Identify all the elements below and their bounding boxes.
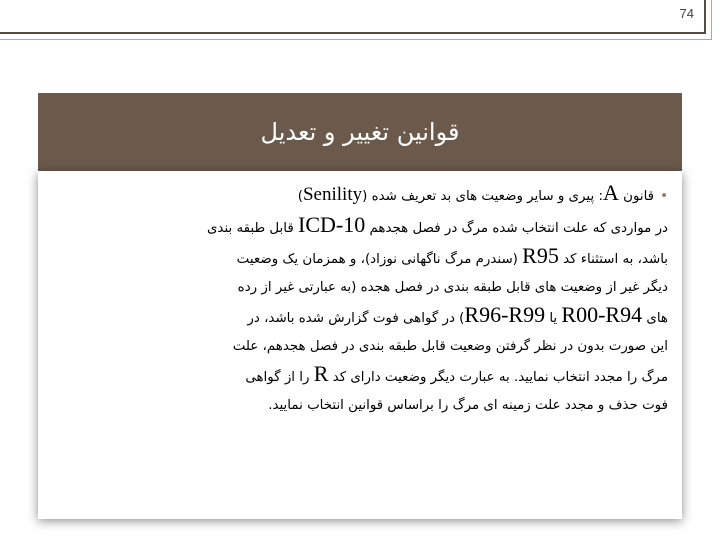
line-text: این صورت بدون در نظر گرفتن وضعیت قابل طبقه بندی در فصل هجدهم، علت (232, 338, 668, 354)
code-r96-r99: R96-R99 (464, 302, 546, 327)
line-text: های (642, 311, 668, 326)
line-text: قابل طبقه بندی (206, 220, 299, 236)
page-number: 74 (679, 6, 694, 21)
body-line-4 (52, 301, 668, 333)
bullet-label: قانون (623, 189, 655, 204)
bullet-heading (52, 179, 668, 211)
line-text: را از گواهی (245, 370, 314, 385)
body-line-3 (52, 274, 668, 302)
rule-paragraph (52, 179, 668, 419)
content-box (38, 171, 682, 519)
body-line-2 (52, 242, 668, 274)
bullet-term: Senility (302, 184, 363, 205)
rule-letter: A (602, 180, 619, 205)
line-text: باشد، به استثناء کد (558, 252, 668, 267)
line-text: یا (545, 311, 562, 326)
code-r00-r94: R00-R94 (561, 302, 643, 327)
code-r: R (313, 361, 329, 386)
bullet-icon: • (660, 189, 668, 204)
top-decorative-rule-dark (0, 0, 706, 34)
slide-title: قوانین تغییر و تعدیل (260, 118, 460, 146)
line-text: (سندرم مرگ ناگهانی نوزاد)، و همزمان یک وضعیت (236, 252, 523, 267)
bullet-close: ) (297, 189, 303, 204)
line-text: در مواردی که علت انتخاب شده مرگ در فصل هجدهم (365, 220, 668, 236)
bullet-text: : پیری و سایر وضعیت های بد تعریف شده ( (362, 189, 603, 204)
line-text: دیگر غیر از وضعیت های قابل طبقه بندی در فصل هجده (به عبارتی غیر از رده (237, 279, 668, 295)
body-line-7 (52, 392, 668, 420)
line-text: مرگ را مجدد انتخاب نمایید. به عبارت دیگر وضعیت دارای کد (328, 370, 668, 385)
code-icd10: ICD-10 (298, 211, 366, 237)
body-line-1 (52, 211, 668, 243)
line-text: ) در گواهی فوت گزارش شده باشد، در (247, 311, 465, 326)
body-line-6 (52, 360, 668, 392)
code-r95: R95 (522, 243, 559, 268)
title-bar (38, 93, 682, 171)
line-text: فوت حذف و مجدد علت زمینه ای مرگ را براساس قوانین انتخاب نمایید. (268, 397, 668, 413)
body-line-5 (52, 333, 668, 361)
